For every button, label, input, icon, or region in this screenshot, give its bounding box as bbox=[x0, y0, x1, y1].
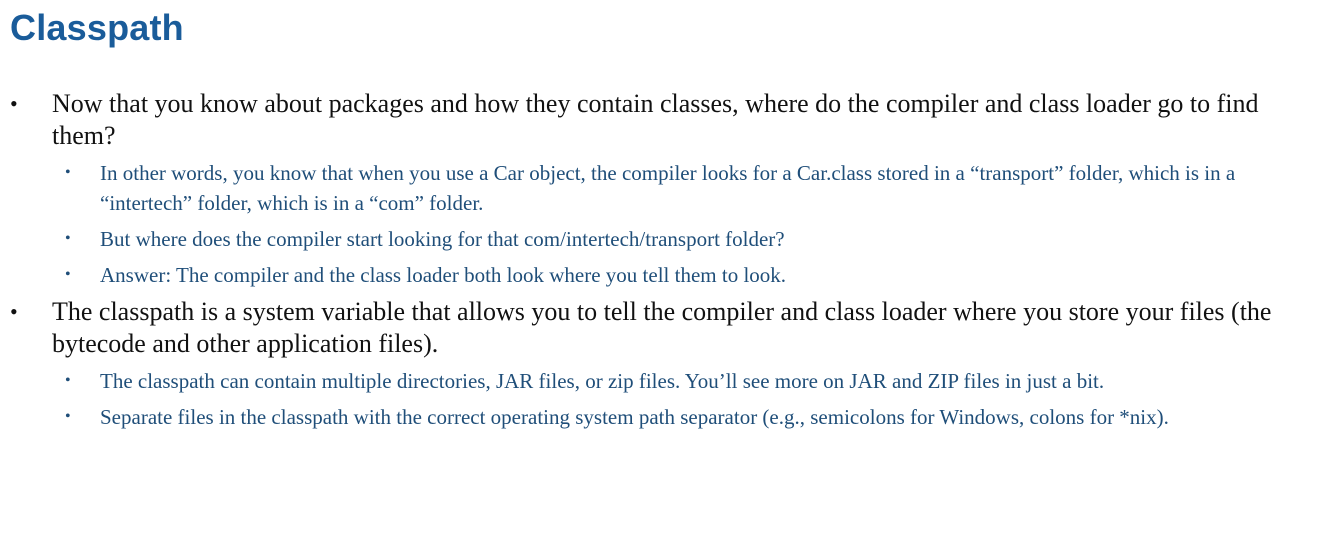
bullet-text: The classpath is a system variable that allows you to tell the compiler and class loader where you store your files (the bytecode and other application files). bbox=[52, 297, 1272, 358]
sub-bullet-marker: • bbox=[65, 164, 71, 181]
sub-bullet-marker: • bbox=[65, 372, 71, 389]
sub-bullet-item bbox=[52, 224, 1306, 254]
sub-bullet-item bbox=[52, 402, 1306, 432]
bullet-item bbox=[0, 296, 1334, 432]
bullet-marker: • bbox=[10, 91, 18, 116]
sub-bullet-text: Separate files in the classpath with the correct operating system path separator (e.g., semicolons for Windows, colons for *nix). bbox=[100, 405, 1169, 429]
sub-bullet-item bbox=[52, 260, 1306, 290]
bullet-text: Now that you know about packages and how they contain classes, where do the compiler and class loader go to find them? bbox=[52, 89, 1259, 150]
bullet-list bbox=[0, 88, 1334, 438]
sub-bullet-marker: • bbox=[65, 408, 71, 425]
bullet-marker: • bbox=[10, 299, 18, 324]
sub-bullet-text: In other words, you know that when you use a Car object, the compiler looks for a Car.class stored in a “transport” folder, which is in a “intertech” folder, which is in a “com” folder. bbox=[100, 161, 1236, 215]
sub-bullet-text: Answer: The compiler and the class loader both look where you tell them to look. bbox=[100, 263, 787, 287]
sub-bullet-item bbox=[52, 366, 1306, 396]
sub-bullet-marker: • bbox=[65, 230, 71, 247]
sub-bullet-list bbox=[52, 158, 1306, 290]
bullet-item bbox=[0, 88, 1334, 290]
sub-bullet-item bbox=[52, 158, 1306, 218]
sub-bullet-text: The classpath can contain multiple directories, JAR files, or zip files. You’ll see more on JAR and ZIP files in just a bit. bbox=[100, 369, 1105, 393]
sub-bullet-text: But where does the compiler start looking for that com/intertech/transport folder? bbox=[100, 227, 785, 251]
sub-bullet-marker: • bbox=[65, 266, 71, 283]
slide-title: Classpath bbox=[10, 7, 184, 48]
sub-bullet-list bbox=[52, 366, 1306, 432]
